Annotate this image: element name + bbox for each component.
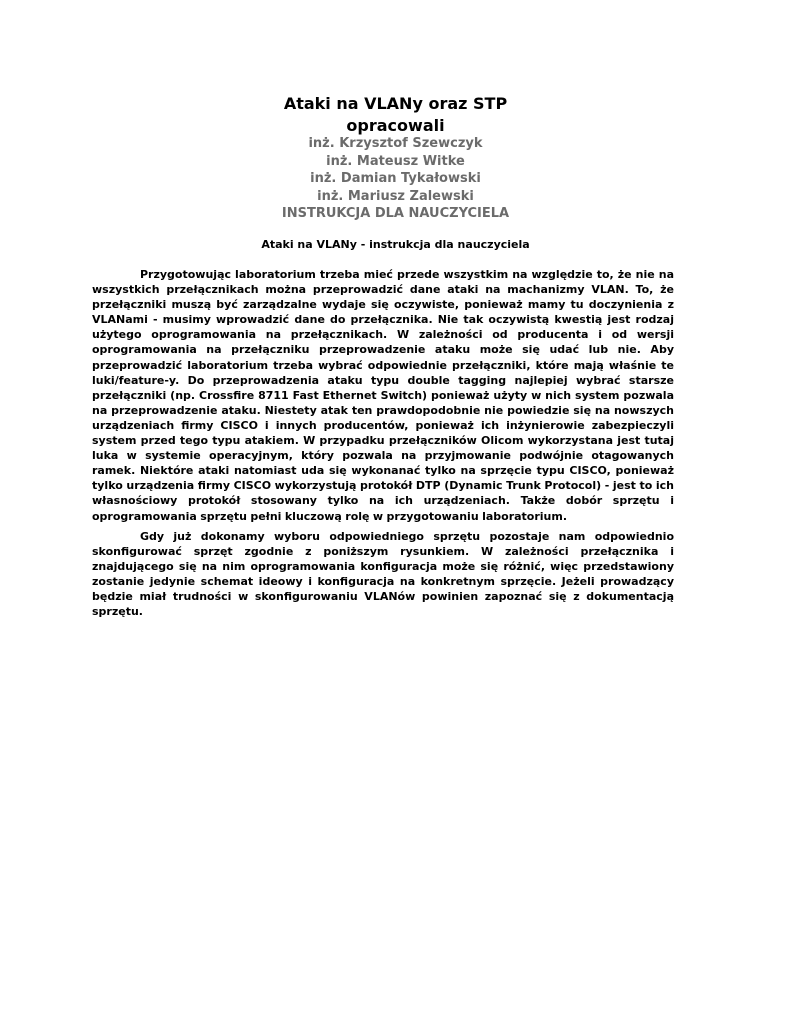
body-paragraph: Przygotowując laboratorium trzeba mieć przede wszystkim na względzie to, że nie na wszystkich przełącznikach można przeprowadzić dane ataki na machanizmy VLAN. To, że przełączniki muszą być zarządzalne wydaje się oczywiste, ponieważ mamy tu doczynienia z VLANami - musimy wprowadzić dane do przełącznika. Nie tak oczywistą kwestią jest rodzaj użytego oprogramowania na przełącznikach. W zależności od producenta i od wersji oprogramowania na przełączniku przeprowadzenie ataku może się udać lub nie. Aby przeprowadzić laboratorium trzeba wybrać odpowiednie przełączniki, które mają właśnie te luki/feature-y. Do przeprowadzenia ataku typu double tagging najlepiej wybrać starsze przełączniki (np. Crossfire 8711 Fast Ethernet Switch) ponieważ użyty w nich system pozwala na przeprowadzenie ataku. Niestety atak ten prawdopodobnie nie powiedzie się na nowszych urządzeniach firmy CISCO i innych producentów, ponieważ ich inżynierowie zabezpieczyli system przed tego typu atakiem. W przypadku przełączników Olicom wykorzystana jest tutaj luka w systemie operacyjnym, który pozwala na przyjmowanie podwójnie otagowanych ramek. Niektóre ataki natomiast uda się wykonanać tylko na sprzęcie typu CISCO, ponieważ tylko urządzenia firmy CISCO wykorzystują protokół DTP (Dynamic Trunk Protocol) - jest to ich własnościowy protokół stosowany tylko na ich urządzeniach. Także dobór sprzętu i oprogramowania sprzętu pełni kluczową rolę w przygotowaniu laboratorium. xyxy=(92,268,674,523)
author-name: inż. Damian Tykałowski xyxy=(310,171,481,187)
document-title: Ataki na VLANy oraz STP xyxy=(283,94,508,113)
body-paragraph: Gdy już dokonamy wyboru odpowiedniego sprzętu pozostaje nam odpowiednio skonfigurować sprzęt zgodnie z poniższym rysunkiem. W zależności przełącznika i znajdującego się na nim oprogramowania konfiguracja może się różnić, więc przedstawiony zostanie jedynie schemat ideowy i konfiguracja na konkretnym sprzęcie. Jeżeli prowadzący będzie miał trudności w skonfigurowaniu VLANów powinien zapoznać się z dokumentacją sprzętu. xyxy=(92,530,674,619)
author-name: inż. Mateusz Witke xyxy=(326,153,465,169)
author-name: inż. Krzysztof Szewczyk xyxy=(308,136,483,151)
document-subtitle-prepared-by: opracowali xyxy=(346,116,445,135)
author-name: inż. Mariusz Zalewski xyxy=(317,188,474,204)
section-title: Ataki na VLANy - instrukcja dla nauczyciela xyxy=(261,238,530,251)
authors-block xyxy=(0,135,791,223)
audience-label: INSTRUKCJA DLA NAUCZYCIELA xyxy=(281,206,510,222)
